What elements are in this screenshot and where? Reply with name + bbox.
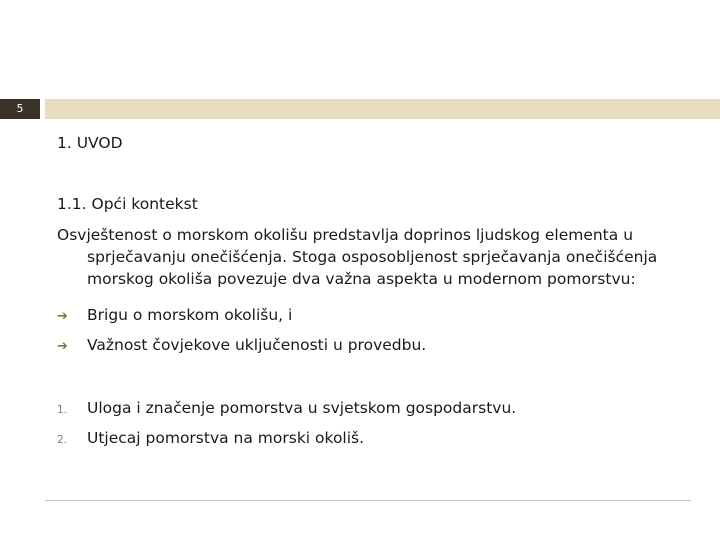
item-text: Utjecaj pomorstva na morski okoliš. [87, 429, 365, 447]
arrow-icon: ➔ [57, 339, 68, 354]
footer-divider [45, 500, 691, 501]
item-number: 2. [57, 434, 68, 446]
section-heading: 1. UVOD [57, 134, 123, 152]
paragraph-line-1: Osvještenost o morskom okolišu predstavlja doprinos ljudskog elementa u [57, 226, 634, 244]
paragraph-line-2: sprječavanju onečišćenja. Stoga osposobljenost sprječavanja onečišćenja [87, 248, 658, 266]
numbered-item [57, 427, 364, 451]
subsection-heading: 1.1. Opći kontekst [57, 195, 198, 213]
bullet-text: Brigu o morskom okolišu, i [87, 306, 293, 324]
paragraph-line-3: morskog okoliša povezuje dva važna aspekta u modernom pomorstvu: [87, 270, 636, 288]
item-number: 1. [57, 404, 68, 416]
arrow-icon: ➔ [57, 309, 68, 324]
slide-number: 5 [0, 99, 40, 119]
bullet-item [57, 334, 426, 358]
header-band [45, 99, 720, 119]
bullet-text: Važnost čovjekove uključenosti u provedbu. [87, 336, 427, 354]
numbered-item [57, 397, 516, 421]
item-text: Uloga i značenje pomorstva u svjetskom gospodarstvu. [87, 399, 517, 417]
intro-paragraph [57, 224, 687, 290]
bullet-item [57, 304, 292, 328]
